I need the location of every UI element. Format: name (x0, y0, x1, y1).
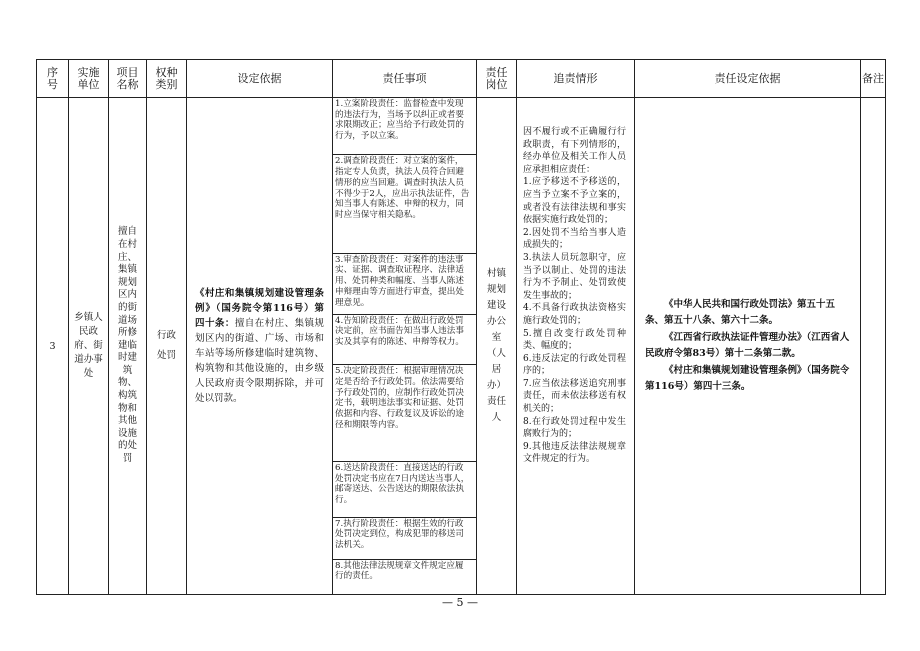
accountability-item: 7.应当依法移送追究刑事责任，而未依法移送有权机关的； (523, 378, 626, 415)
page-number: — 5 — (442, 596, 478, 609)
duty-item: 8.其他法律法规规章文件规定应履行的责任。 (335, 560, 464, 582)
row-basis (187, 98, 333, 595)
duty-list (333, 98, 476, 594)
basis-body: 擅自在村庄、集镇规划区内的街道、广场、市场和车站等场所修建临时建筑物、构筑物和其他设施的，由乡级人民政府责令限期拆除，并可处以罚款。 (195, 318, 324, 404)
row-item: 擅自在村庄、集镇规划区内的街道场所修建临时建筑物、构筑物和其他设施的处罚 (109, 98, 147, 595)
header-no: 序号 (37, 60, 69, 98)
row-duty-basis (635, 98, 861, 595)
accountability-item: 1.应予移送不予移送的，应当予立案不予立案的，或者没有法律法规和事实依据实施行政处罚的； (523, 177, 626, 226)
duty-basis-item: 《中华人民共和国行政处罚法》第五十五条、第五十八条、第六十二条。 (645, 298, 836, 326)
duty-basis-item: 《江西省行政执法证件管理办法》（江西省人民政府令第83号）第十二条第二款。 (645, 331, 850, 359)
header-basis: 设定依据 (187, 60, 333, 98)
row-duties (333, 98, 477, 595)
duty-item: 5.决定阶段责任：根据审理情况决定是否给予行政处罚。依法需要给予行政处罚的，应制作行政处罚决定书，载明违法事实和证据、处罚依据和内容、行政复议及诉讼的途径和期限等内容。 (333, 365, 476, 462)
duty-item: 3.审查阶段责任：对案件的违法事实、证据、调查取证程序、法律适用、处罚种类和幅度、当事人陈述申辩理由等方面进行审查，提出处理意见。 (333, 254, 476, 315)
row-kind: 行政处罚 (147, 98, 187, 595)
row-unit: 乡镇人民政府、街道办事处 (69, 98, 109, 595)
accountability-item: 因不履行或不正确履行行政职责，有下列情形的，经办单位及相关工作人员应承担相应责任： (523, 127, 626, 175)
header-unit: 实施单位 (69, 60, 109, 98)
table-header-row (37, 60, 886, 98)
basis-title: 《村庄和集镇规划建设管理条例》（国务院令第116号）第四十条： (195, 288, 324, 329)
row-accountability (517, 98, 635, 595)
header-item: 项目名称 (109, 60, 147, 98)
header-duty: 责任事项 (333, 60, 477, 98)
duty-item: 4.告知阶段责任：在做出行政处罚决定前，应书面告知当事人违法事实及其享有的陈述、申辩等权力。 (333, 315, 476, 366)
duty-item: 6.送达阶段责任：直接送达的行政处罚决定书应在7日内送达当事人，邮寄送达、公告送达的期限依法执行。 (333, 462, 476, 518)
accountability-item: 4.不具备行政执法资格实施行政处罚的； (523, 303, 626, 326)
accountability-list (523, 98, 626, 466)
accountability-item: 9.其他违反法律法规规章文件规定的行为。 (523, 441, 626, 465)
accountability-item: 2.因处罚不当给当事人造成损失的； (523, 227, 626, 251)
responsibility-table (36, 59, 886, 595)
row-no: 3 (37, 98, 69, 595)
header-kind: 权种类别 (147, 60, 187, 98)
duty-basis-item: 《村庄和集镇规划建设管理条例》（国务院令第116号）第四十三条。 (645, 364, 850, 392)
duty-item: 1.立案阶段责任：监督检查中发现的违法行为，当场予以纠正或者要求限期改正；应当给予行政处罚的行为，予以立案。 (333, 98, 476, 155)
row-post: 村镇规划建设办公室（人居办）责任人 (477, 98, 517, 595)
duty-item: 2.调查阶段责任：对立案的案件，指定专人负责，执法人员符合回避情形的应当回避。调查时执法人员不得少于2人，应出示执法证件，告知当事人有陈述、申辩的权力，同时应当保守相关隐私。 (333, 155, 476, 253)
table-row (37, 98, 886, 595)
duty-item: 7.执行阶段责任：根据生效的行政处罚决定到位，构成犯罪的移送司法机关。 (333, 518, 476, 560)
header-remarks: 备注 (861, 60, 886, 98)
duty-basis-list (645, 297, 850, 396)
accountability-item: 3.执法人员玩忽职守，应当予以制止、处罚的违法行为不予制止、处罚致使发生事故的； (523, 252, 626, 301)
accountability-item: 8.在行政处罚过程中发生腐败行为的； (523, 416, 626, 440)
header-accountability: 追责情形 (517, 60, 635, 98)
header-duty-basis: 责任设定依据 (635, 60, 861, 98)
accountability-item: 5.擅自改变行政处罚种类、幅度的； (523, 328, 626, 352)
row-remarks (861, 98, 886, 595)
accountability-item: 6.违反法定的行政处罚程序的； (523, 353, 626, 377)
header-post: 责任岗位 (477, 60, 517, 98)
